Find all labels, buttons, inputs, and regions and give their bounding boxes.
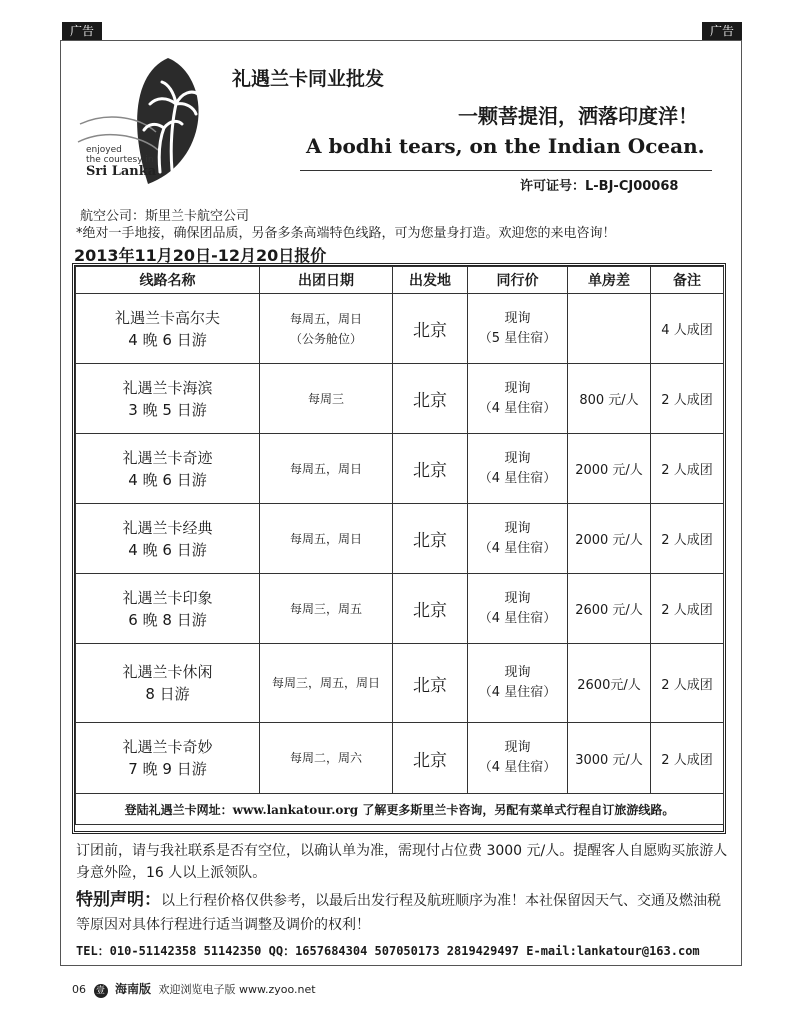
group-note: 2 人成团 — [651, 364, 724, 434]
table-row — [76, 434, 724, 504]
header-single-supplement: 单房差 — [568, 267, 651, 294]
departure-city: 北京 — [393, 434, 468, 504]
service-promise: *绝对一手地接，确保团品质，另备多条高端特色线路，可为您量身打造。欢迎您的来电咨询！ — [76, 226, 616, 241]
slogan-english: A bodhi tears, on the Indian Ocean. — [306, 134, 705, 158]
group-note: 4 人成团 — [651, 294, 724, 364]
departure-days: 每周三 — [260, 364, 393, 434]
page-footer — [72, 980, 316, 998]
departure-city: 北京 — [393, 294, 468, 364]
trade-price: 现询 （4 星住宿） — [468, 644, 568, 723]
edition-name: 海南版 — [115, 982, 152, 996]
departure-city: 北京 — [393, 723, 468, 794]
single-supplement: 2000 元/人 — [568, 434, 651, 504]
departure-city: 北京 — [393, 364, 468, 434]
table-row — [76, 504, 724, 574]
price-table — [75, 266, 724, 825]
table-row — [76, 644, 724, 723]
quote-period: 2013年11月20日-12月20日报价 — [74, 246, 327, 265]
trade-price: 现询 （4 星住宿） — [468, 574, 568, 644]
departure-city: 北京 — [393, 574, 468, 644]
header-divider — [300, 170, 712, 171]
single-supplement: 2600 元/人 — [568, 574, 651, 644]
single-supplement: 2600元/人 — [568, 644, 651, 723]
header-departure: 出发地 — [393, 267, 468, 294]
table-row — [76, 294, 724, 364]
route-name: 礼遇兰卡印象 6 晚 8 日游 — [76, 574, 260, 644]
page-number: 06 — [72, 983, 86, 996]
group-note: 2 人成团 — [651, 644, 724, 723]
departure-days: 每周五，周日 （公务舱位） — [260, 294, 393, 364]
header-note: 备注 — [651, 267, 724, 294]
slogan-chinese: 一颗菩提泪，洒落印度洋！ — [458, 104, 698, 128]
group-note: 2 人成团 — [651, 723, 724, 794]
departure-days: 每周三，周五 — [260, 574, 393, 644]
statement-body: 以上行程价格仅供参考，以最后出发行程及航班顺序为准！本社保留因天气、交通及燃油税等原因对具体行程进行适当调整及调价的权利！ — [76, 893, 721, 933]
logo-tagline: enjoyed the courtesy in — [86, 145, 154, 165]
statement-heading: 特别声明： — [76, 890, 161, 910]
group-note: 2 人成团 — [651, 574, 724, 644]
contact-info: TEL：010-51142358 51142350 QQ：1657684304 507050173 2819429497 E-mail:lankatour@163.com — [76, 944, 700, 958]
ad-label-left: 广告 — [62, 22, 102, 40]
route-name: 礼遇兰卡奇迹 4 晚 6 日游 — [76, 434, 260, 504]
single-supplement — [568, 294, 651, 364]
table-row — [76, 574, 724, 644]
table-footer-row — [76, 794, 724, 825]
table-row — [76, 723, 724, 794]
trade-price: 现询 （4 星住宿） — [468, 504, 568, 574]
group-note: 2 人成团 — [651, 434, 724, 504]
logo-brand: Sri Lanka — [86, 164, 157, 179]
edition-badge-icon: 壹 — [94, 984, 108, 998]
special-statement — [76, 888, 728, 937]
route-name: 礼遇兰卡经典 4 晚 6 日游 — [76, 504, 260, 574]
footer-text: 欢迎浏览电子版 www.zyoo.net — [158, 983, 316, 996]
table-header-row — [76, 267, 724, 294]
route-name: 礼遇兰卡奇妙 7 晚 9 日游 — [76, 723, 260, 794]
license-number: 许可证号：L-BJ-CJ00068 — [520, 179, 679, 194]
departure-days: 每周二，周六 — [260, 723, 393, 794]
departure-days: 每周五，周日 — [260, 434, 393, 504]
single-supplement: 800 元/人 — [568, 364, 651, 434]
route-name: 礼遇兰卡高尔夫 4 晚 6 日游 — [76, 294, 260, 364]
departure-city: 北京 — [393, 644, 468, 723]
header-route: 线路名称 — [76, 267, 260, 294]
header-date: 出团日期 — [260, 267, 393, 294]
website-note: 登陆礼遇兰卡网址：www.lankatour.org 了解更多斯里兰卡咨询，另配有菜单式行程自订旅游线路。 — [76, 794, 724, 825]
single-supplement: 2000 元/人 — [568, 504, 651, 574]
departure-city: 北京 — [393, 504, 468, 574]
trade-price: 现询 （5 星住宿） — [468, 294, 568, 364]
airline-info: 航空公司：斯里兰卡航空公司 — [80, 209, 250, 224]
trade-price: 现询 （4 星住宿） — [468, 723, 568, 794]
trade-price: 现询 （4 星住宿） — [468, 434, 568, 504]
route-name: 礼遇兰卡海滨 3 晚 5 日游 — [76, 364, 260, 434]
departure-days: 每周三，周五，周日 — [260, 644, 393, 723]
departure-days: 每周五，周日 — [260, 504, 393, 574]
table-row — [76, 364, 724, 434]
booking-notice: 订团前，请与我社联系是否有空位，以确认单为准，需现付占位费 3000 元/人。提醒客人自愿购买旅游人身意外险，16 人以上派领队。 — [76, 843, 728, 881]
group-note: 2 人成团 — [651, 504, 724, 574]
ad-title: 礼遇兰卡同业批发 — [232, 68, 385, 90]
ad-label-right: 广告 — [702, 22, 742, 40]
single-supplement: 3000 元/人 — [568, 723, 651, 794]
header-price: 同行价 — [468, 267, 568, 294]
route-name: 礼遇兰卡休闲 8 日游 — [76, 644, 260, 723]
trade-price: 现询 （4 星住宿） — [468, 364, 568, 434]
